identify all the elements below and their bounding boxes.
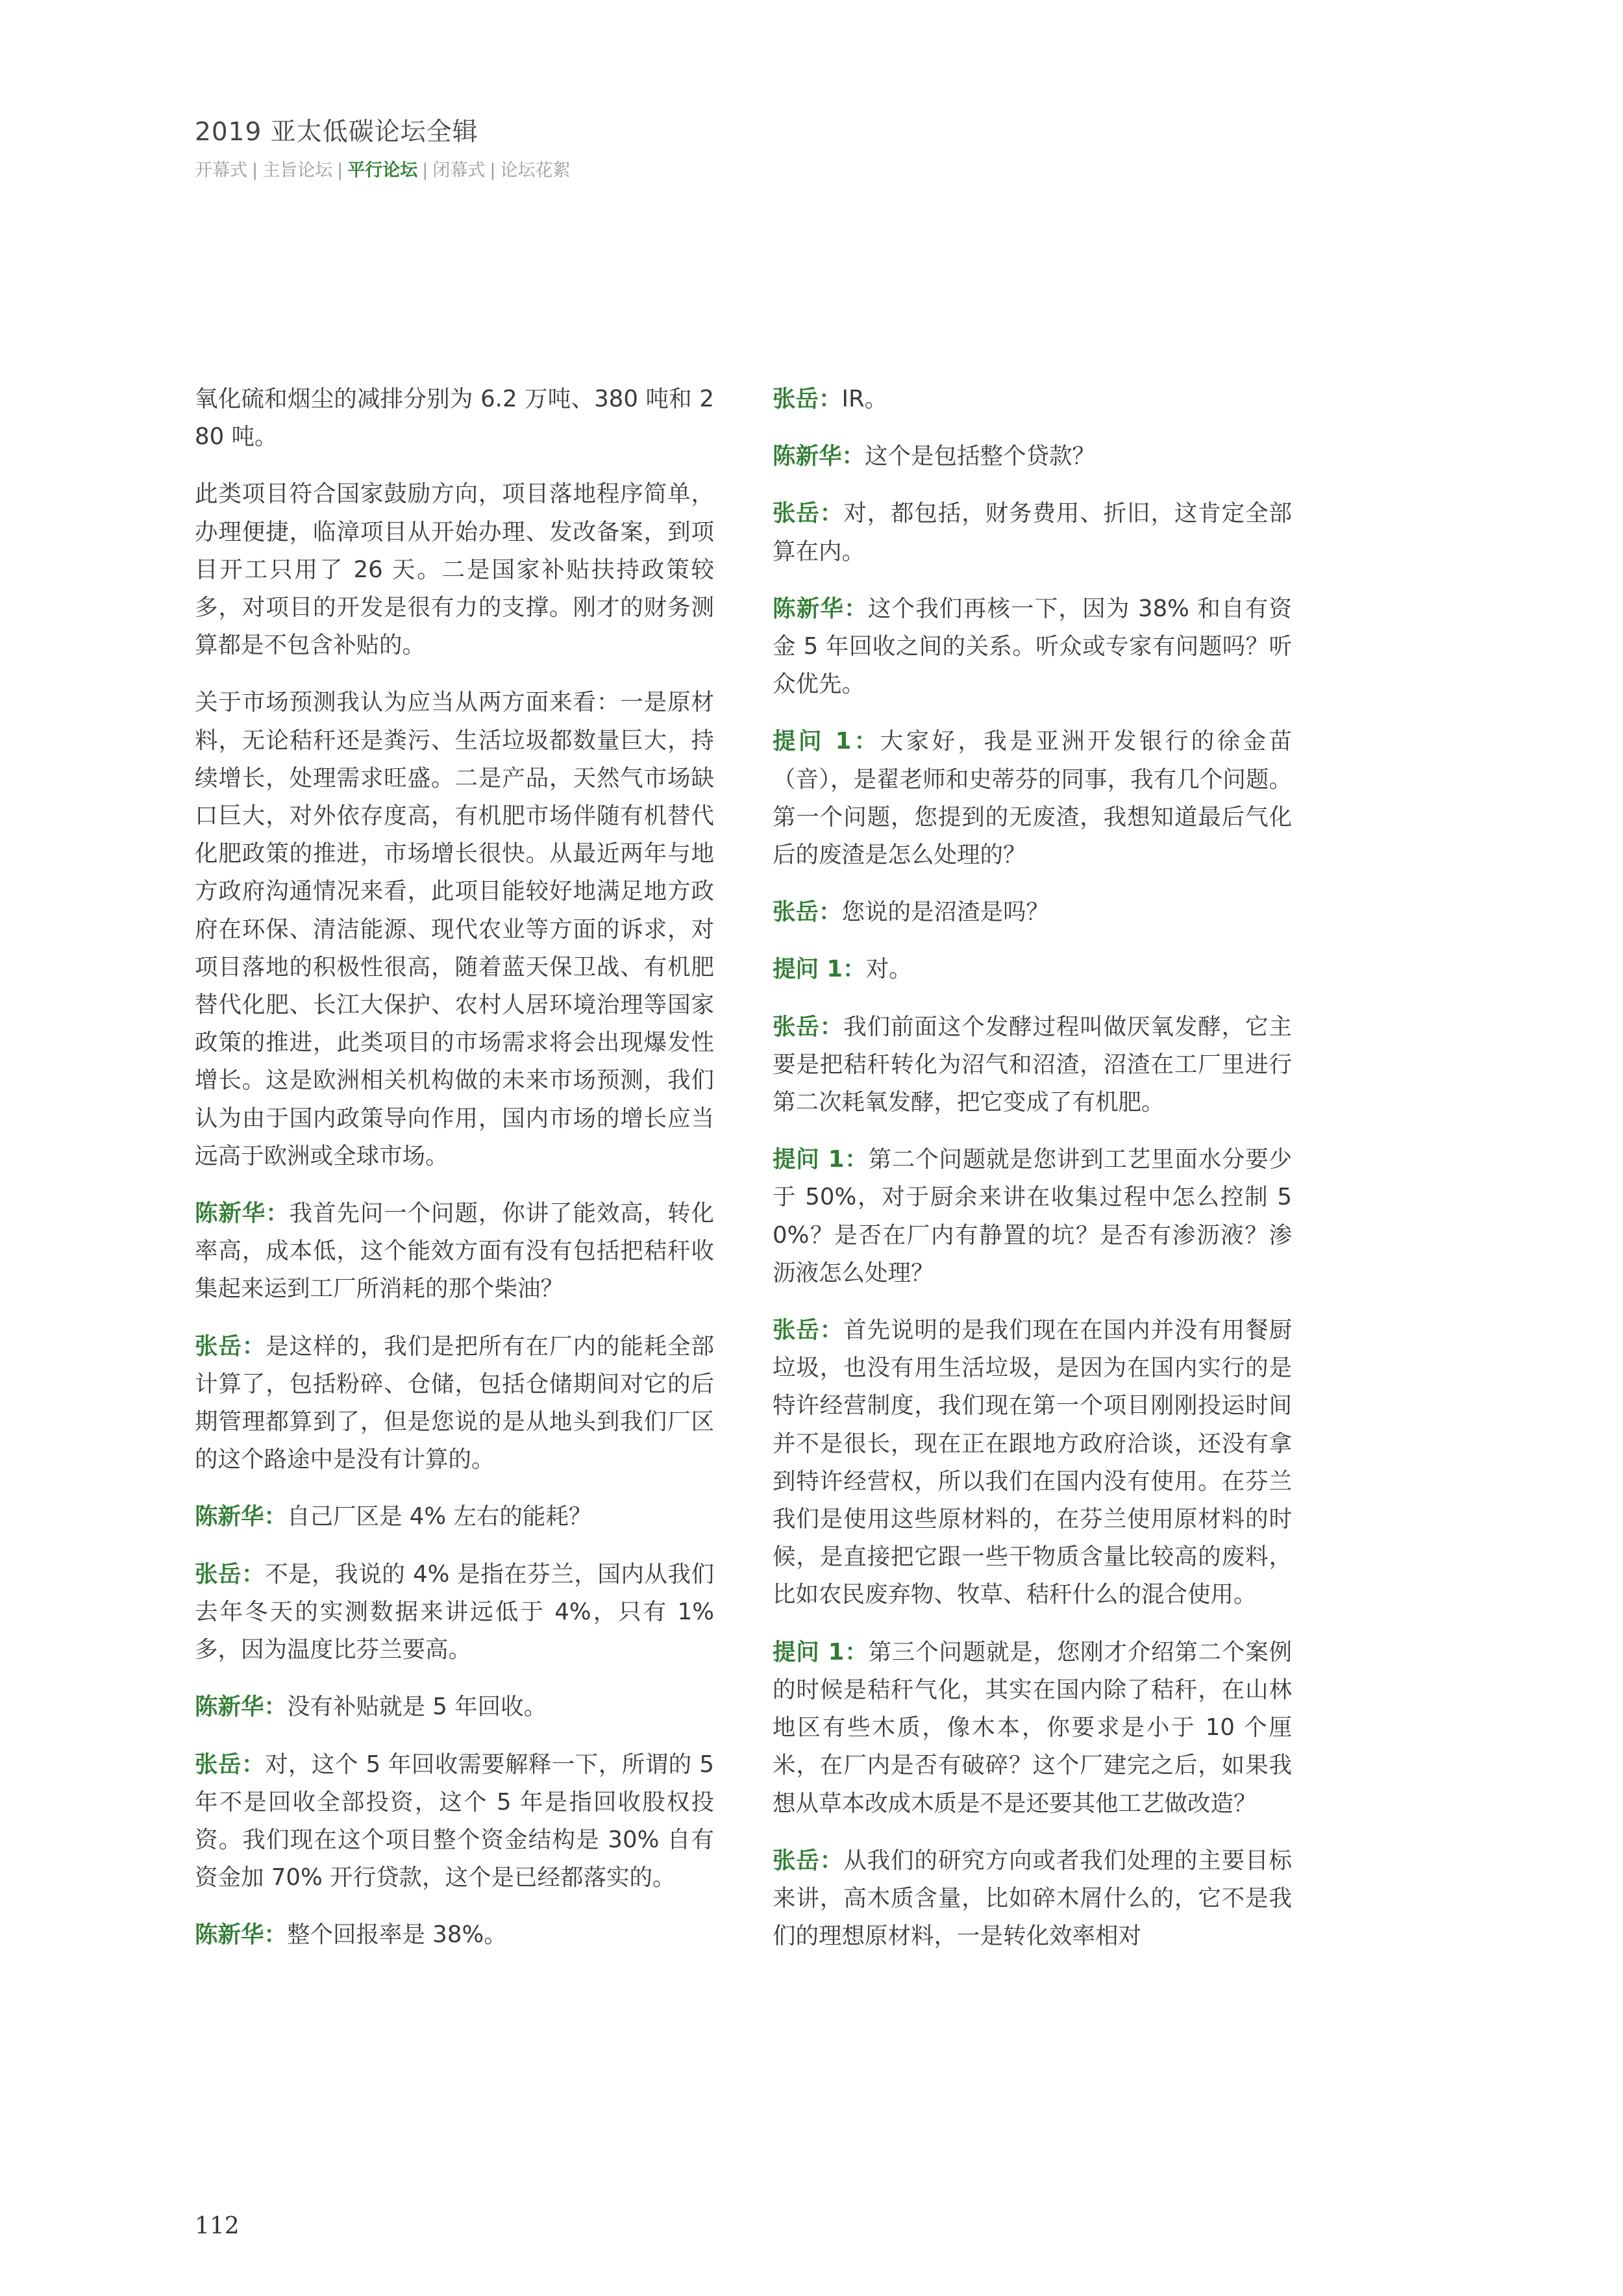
speaker-label: 张岳： xyxy=(195,1560,266,1588)
speaker-label: 提问 1： xyxy=(773,728,880,755)
speech-text: IR。 xyxy=(841,386,888,412)
speaker-label: 陈新华： xyxy=(773,443,865,470)
speech-text: 对，这个 5 年回收需要解释一下，所谓的 5 年不是回收全部投资，这个 5 年是指回收股权投资。我们现在这个项目整个资金结构是 30% 自有资金加 70% 开行贷款，这个是已经都落实的。 xyxy=(195,1751,714,1891)
dialogue-turn xyxy=(195,1916,714,1954)
document-title: 2019 亚太低碳论坛全辑 xyxy=(195,118,478,147)
speech-text: 对，都包括，财务费用、折旧，这肯定全部算在内。 xyxy=(773,500,1292,565)
speaker-label: 张岳： xyxy=(195,1751,265,1778)
speaker-label: 陈新华： xyxy=(195,1921,288,1949)
nav-separator: | xyxy=(252,160,258,181)
dialogue-turn xyxy=(773,1141,1292,1292)
nav-item-closing[interactable]: 闭幕式 xyxy=(432,160,486,181)
nav-separator: | xyxy=(422,160,428,181)
speaker-label: 陈新华： xyxy=(195,1503,288,1530)
speaker-label: 陈新华： xyxy=(195,1693,288,1721)
speech-text: 第二个问题就是您讲到工艺里面水分要少于 50%，对于厨余来讲在收集过程中怎么控制 50%？是否在厂内有静置的坑？是否有渗沥液？渗沥液怎么处理？ xyxy=(773,1146,1292,1286)
section-breadcrumb xyxy=(195,156,570,181)
speech-text: 从我们的研究方向或者我们处理的主要目标来讲，高木质含量，比如碎木屑什么的，它不是我们的理想原材料，一是转化效率相对 xyxy=(773,1847,1292,1950)
speaker-label: 张岳： xyxy=(773,500,844,527)
speaker-label: 陈新华： xyxy=(773,595,868,622)
speech-text: 这个我们再核一下，因为 38% 和自有资金 5 年回收之间的关系。听众或专家有问题吗？听众优先。 xyxy=(773,595,1292,698)
speech-text: 您说的是沼渣是吗？ xyxy=(841,899,1050,926)
speech-text: 自己厂区是 4% 左右的能耗？ xyxy=(287,1503,592,1530)
nav-item-opening[interactable]: 开幕式 xyxy=(195,160,247,181)
dialogue-turn xyxy=(195,1556,714,1669)
speaker-label: 张岳： xyxy=(773,386,842,412)
right-text-column xyxy=(773,381,1292,1975)
speaker-label: 张岳： xyxy=(773,1317,844,1344)
dialogue-turn xyxy=(773,951,1292,988)
paragraph-text: 关于市场预测我认为应当从两方面来看：一是原材料，无论秸秆还是粪污、生活垃圾都数量巨大，持续增长，处理需求旺盛。二是产品，天然气市场缺口巨大，对外依存度高，有机肥市场伴随有机替代化肥政策的推进，市场增长很快。从最近两年与地方政府沟通情况来看，此项目能较好地满足地方政府在环保、清洁能源、现代农业等方面的诉求，对项目落地的积极性很高，随着蓝天保卫战、有机肥替代化肥、长江大保护、农村人居环境治理等国家政策的推进，此类项目的市场需求将会出现爆发性增长。这是欧洲相关机构做的未来市场预测，我们认为由于国内政策导向作用，国内市场的增长应当远高于欧洲或全球市场。 xyxy=(195,689,714,1169)
speech-text: 没有补贴就是 5 年回收。 xyxy=(287,1693,547,1721)
dialogue-turn xyxy=(773,1842,1292,1956)
nav-separator: | xyxy=(489,160,496,181)
speaker-label: 张岳： xyxy=(773,1013,844,1040)
speech-text: 整个回报率是 38%。 xyxy=(287,1921,507,1949)
nav-item-keynote[interactable]: 主旨论坛 xyxy=(262,160,333,181)
speaker-label: 张岳： xyxy=(773,1847,844,1874)
dialogue-turn xyxy=(195,1195,714,1308)
dialogue-turn xyxy=(773,590,1292,704)
paragraph-text: 此类项目符合国家鼓励方向，项目落地程序简单，办理便捷，临漳项目从开始办理、发改备案，到项目开工只用了 26 天。二是国家补贴扶持政策较多，对项目的开发是很有力的支撑。刚才的财务测算都是不包含补贴的。 xyxy=(195,480,714,659)
speaker-label: 陈新华： xyxy=(195,1200,290,1227)
dialogue-turn xyxy=(773,495,1292,570)
speech-text: 不是，我说的 4% 是指在芬兰，国内从我们去年冬天的实测数据来讲远低于 4%，只有 1% 多，因为温度比芬兰要高。 xyxy=(195,1560,714,1664)
paragraph xyxy=(195,684,714,1175)
speaker-label: 张岳： xyxy=(195,1332,266,1360)
speech-text: 这个是包括整个贷款？ xyxy=(865,443,1096,470)
paragraph xyxy=(195,381,714,456)
speech-text: 是这样的，我们是把所有在厂内的能耗全部计算了，包括粉碎、仓储，包括仓储期间对它的后期管理都算到了，但是您说的是从地头到我们厂区的这个路途中是没有计算的。 xyxy=(195,1332,714,1473)
left-text-column xyxy=(195,381,714,1974)
page-number: 112 xyxy=(195,2213,240,2240)
nav-separator: | xyxy=(337,160,343,181)
speech-text: 我们前面这个发酵过程叫做厌氧发酵，它主要是把秸秆转化为沼气和沼渣，沼渣在工厂里进行第二次耗氧发酵，把它变成了有机肥。 xyxy=(773,1013,1292,1116)
dialogue-turn xyxy=(773,723,1292,874)
speech-text: 对。 xyxy=(865,956,912,983)
speech-text: 我首先问一个问题，你讲了能效高，转化率高，成本低，这个能效方面有没有包括把秸秆收集起来运到工厂所消耗的那个柴油？ xyxy=(195,1200,714,1303)
dialogue-turn xyxy=(195,1498,714,1536)
speech-text: 大家好，我是亚洲开发银行的徐金苗（音），是翟老师和史蒂芬的同事，我有几个问题。第一个问题，您提到的无废渣，我想知道最后气化后的废渣是怎么处理的？ xyxy=(773,728,1292,869)
dialogue-turn xyxy=(195,1328,714,1479)
dialogue-turn xyxy=(773,1008,1292,1122)
speaker-label: 提问 1： xyxy=(773,1638,869,1666)
dialogue-turn xyxy=(195,1688,714,1726)
paragraph xyxy=(195,475,714,664)
speaker-label: 提问 1： xyxy=(773,1146,869,1173)
dialogue-turn xyxy=(773,381,1292,418)
nav-item-highlights[interactable]: 论坛花絮 xyxy=(500,160,571,181)
paragraph-text: 氧化硫和烟尘的减排分别为 6.2 万吨、380 吨和 280 吨。 xyxy=(195,386,714,451)
speech-text: 首先说明的是我们现在在国内并没有用餐厨垃圾，也没有用生活垃圾，是因为在国内实行的是特许经营制度，我们现在第一个项目刚刚投运时间并不是很长，现在正在跟地方政府洽谈，还没有拿到特许经营权，所以我们在国内没有使用。在芬兰我们是使用这些原材料的，在芬兰使用原材料的时候，是直接把它跟一些干物质含量比较高的废料，比如农民废弃物、牧草、秸秆什么的混合使用。 xyxy=(773,1317,1292,1608)
dialogue-turn xyxy=(773,893,1292,931)
nav-item-parallel-forum[interactable]: 平行论坛 xyxy=(347,160,418,181)
speaker-label: 提问 1： xyxy=(773,956,866,983)
dialogue-turn xyxy=(773,1634,1292,1823)
dialogue-turn xyxy=(195,1746,714,1897)
speech-text: 第三个问题就是，您刚才介绍第二个案例的时候是秸秆气化，其实在国内除了秸秆，在山林地区有些木质，像木本，你要求是小于 10 个厘米，在厂内是否有破碎？这个厂建完之后，如果我想从草本改成木质是不是还要其他工艺做改造？ xyxy=(773,1638,1292,1817)
dialogue-turn xyxy=(773,1312,1292,1614)
dialogue-turn xyxy=(773,438,1292,475)
speaker-label: 张岳： xyxy=(773,899,842,926)
